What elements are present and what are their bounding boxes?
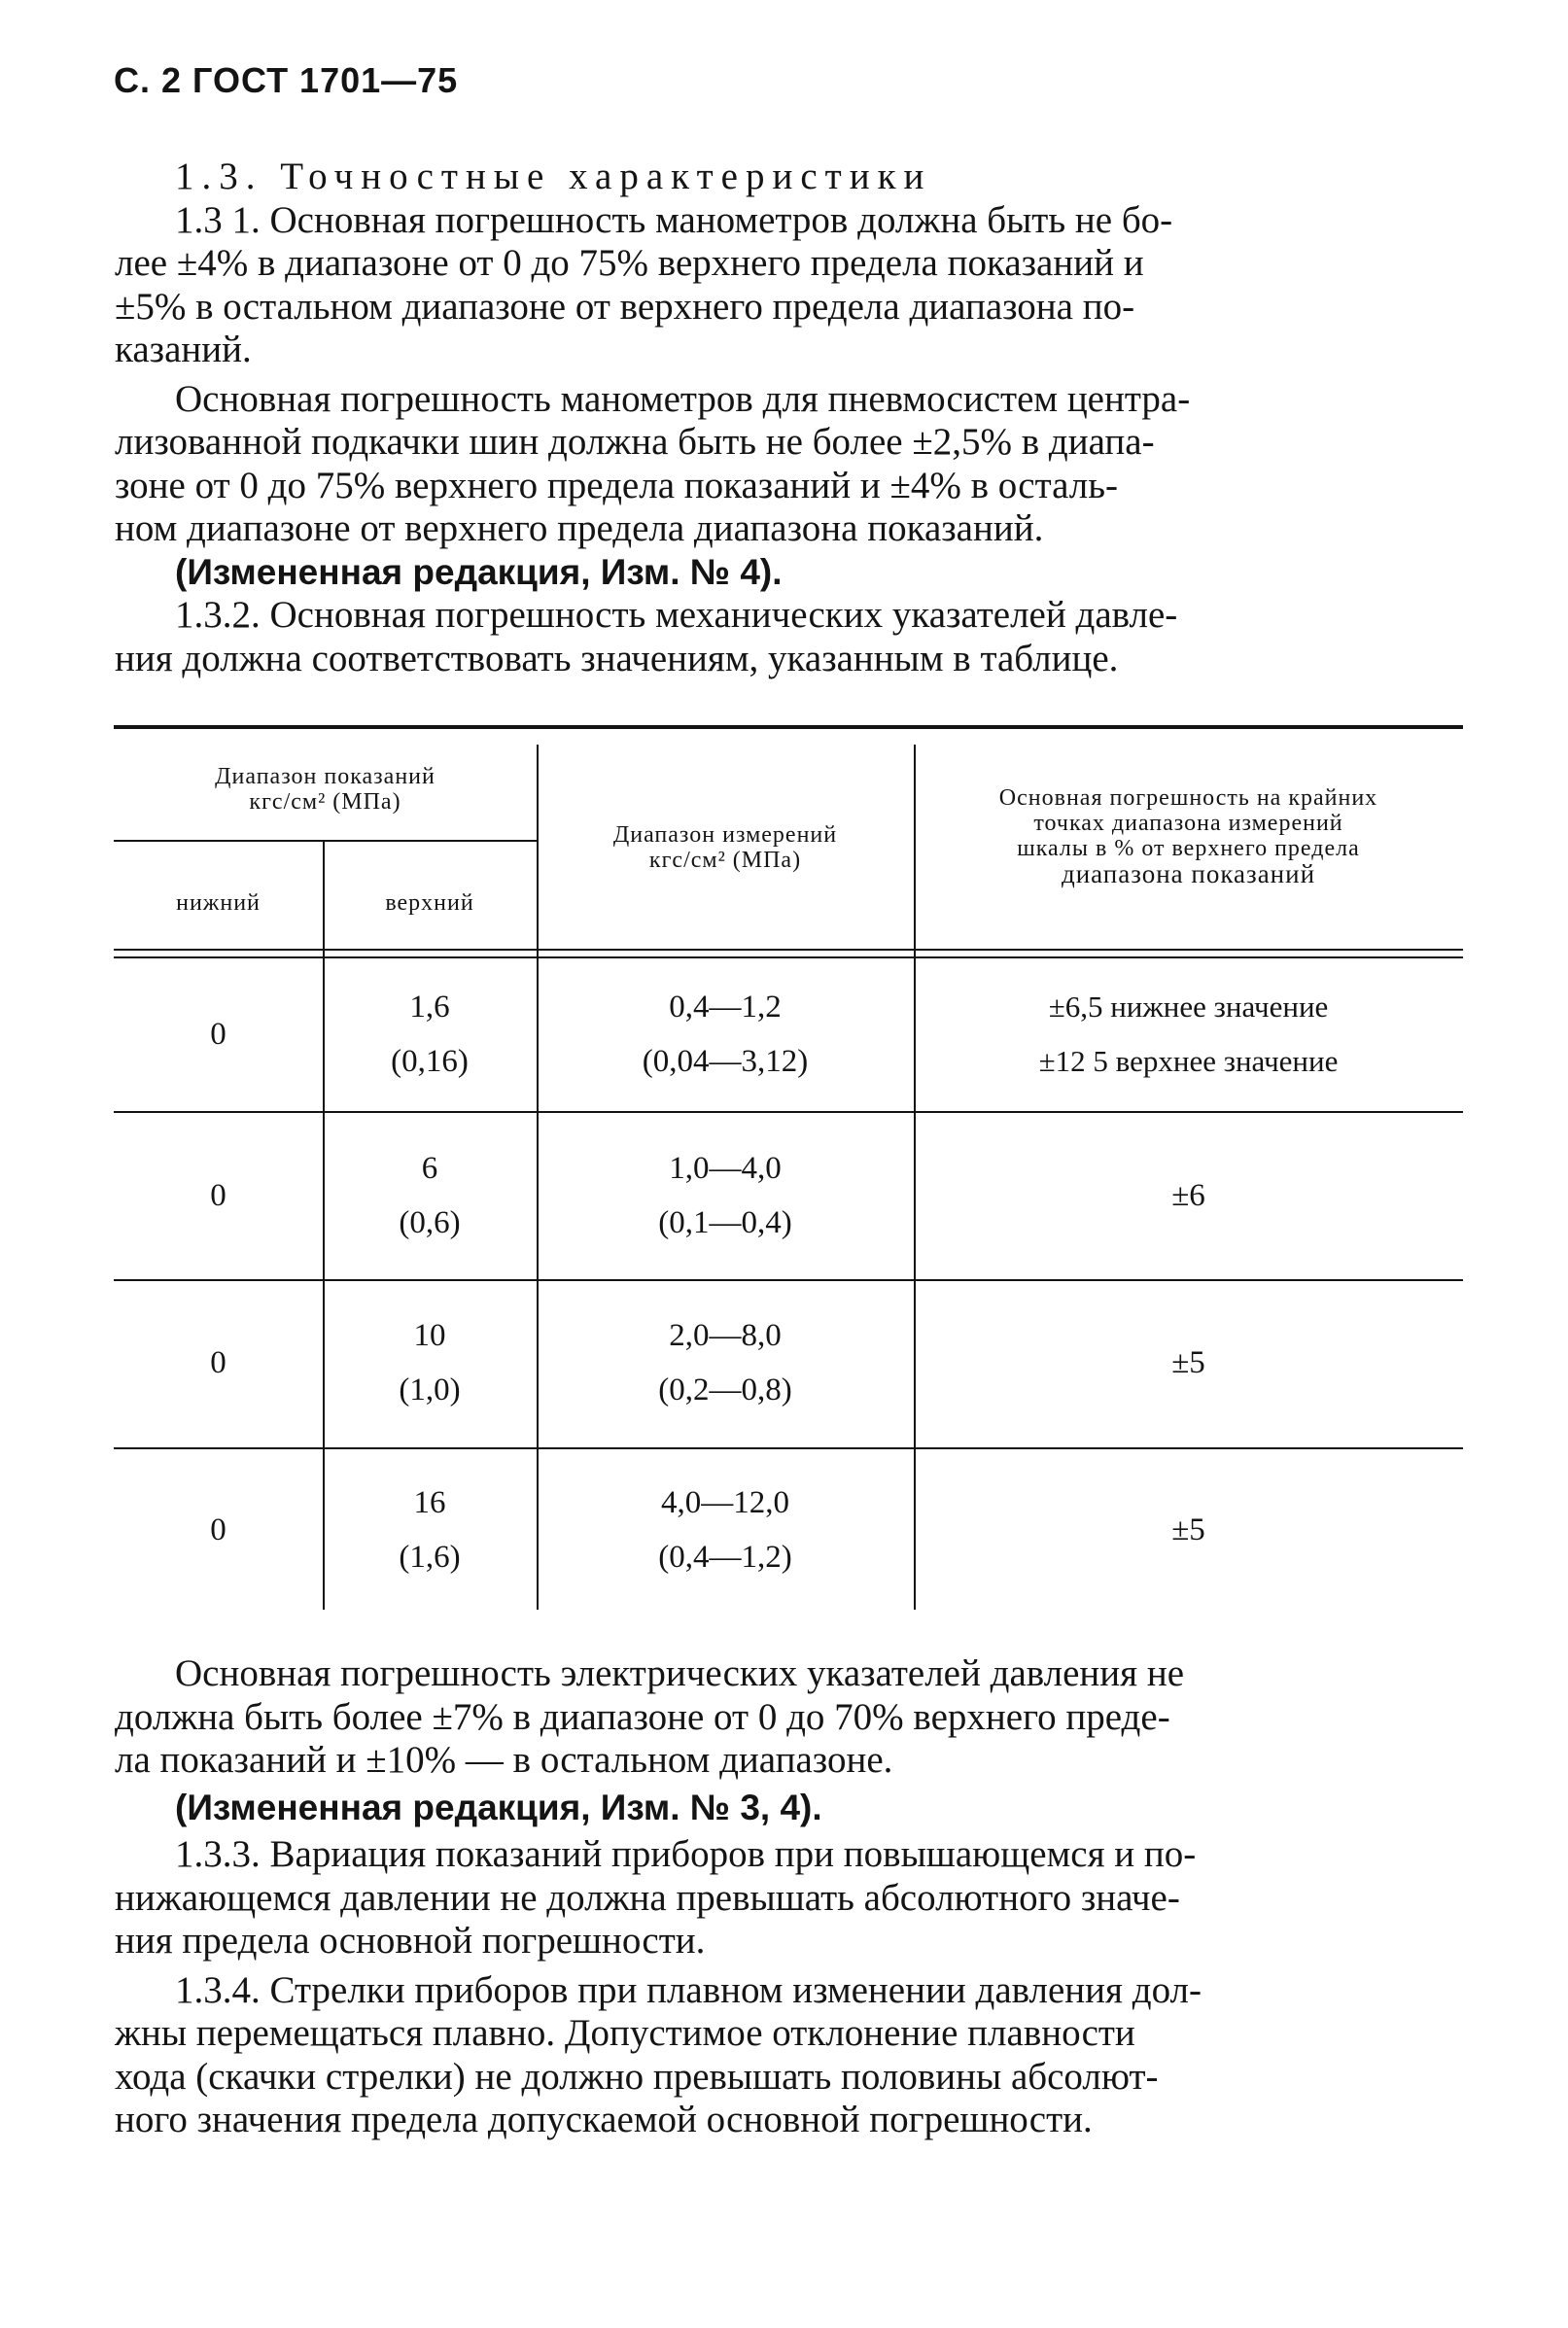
cell-lower: 0 <box>210 1017 226 1052</box>
cell-upper: 1,6 (0,16) <box>391 990 469 1079</box>
text-line: жны перемещаться плавно. Допустимое отклонение плавности <box>115 2012 1135 2054</box>
text-line: нижающемся давлении не должна превышать абсолютного значе- <box>115 1876 1180 1919</box>
text-line: ла показаний и ±10% — в остальном диапазоне. <box>115 1739 893 1781</box>
cell-measurement: 2,0—8,0 (0,2—0,8) <box>658 1318 792 1407</box>
header-upper: верхний <box>385 890 474 916</box>
cell-lower: 0 <box>210 1512 226 1547</box>
amendment-note: (Измененная редакция, Изм. № 3, 4). <box>175 1787 822 1827</box>
text-line: лее ±4% в диапазоне от 0 до 75% верхнего предела показаний и <box>115 242 1144 284</box>
lower-text <box>115 1652 1463 2142</box>
header-basic-error: Основная погрешность на крайних точках диапазона измерений шкалы в % от верхнего предела диапазона показаний <box>998 785 1378 888</box>
text-line: ±5% в остальном диапазоне от верхнего предела диапазона по- <box>115 285 1135 328</box>
text-line: ном диапазоне от верхнего предела диапазона показаний. <box>115 507 1044 549</box>
header-range: Диапазон показаний кгс/см² (МПа) <box>215 764 436 815</box>
text-line: хода (скачки стрелки) не должно превышать половины абсолют- <box>115 2055 1159 2098</box>
paragraph-1-3-3 <box>115 1833 1463 1963</box>
paragraph-pneumo <box>115 377 1463 551</box>
text-line: 1.3.4. Стрелки приборов при плавном изменении давления дол- <box>175 1968 1202 2011</box>
text-line: зоне от 0 до 75% верхнего предела показаний и ±4% в осталь- <box>115 464 1118 506</box>
text-line: 1.3 1. Основная погрешность манометров должна быть не бо- <box>175 198 1173 241</box>
text-line: ния предела основной погрешности. <box>115 1920 706 1962</box>
text-line: лизованной подкачки шин должна быть не более ±2,5% в диапа- <box>115 421 1155 463</box>
amendment-note: (Измененная редакция, Изм. № 4). <box>175 551 783 592</box>
cell-error: ±6 <box>1171 1178 1205 1213</box>
paragraph-electric <box>115 1652 1463 1783</box>
header-measurement-range: Диапазон измерений кгс/см² (МПа) <box>612 822 838 873</box>
text-line: ния должна соответствовать значениям, указанным в таблице. <box>115 637 1119 679</box>
page-header: С. 2 ГОСТ 1701—75 <box>114 60 459 100</box>
cell-error: ±5 <box>1171 1512 1205 1547</box>
cell-error: ±5 <box>1171 1345 1205 1380</box>
paragraph-1-3-4 <box>115 1968 1463 2142</box>
upper-text <box>115 156 1463 680</box>
text-line: казаний. <box>115 329 252 370</box>
paragraph-1-3-2 <box>115 594 1463 680</box>
cell-error: ±6,5 нижнее значение ±12 5 верхнее значение <box>1038 990 1339 1078</box>
cell-lower: 0 <box>210 1345 226 1380</box>
cell-measurement: 1,0—4,0 (0,1—0,4) <box>658 1151 792 1240</box>
accuracy-table <box>114 725 1463 1610</box>
section-title: 1.3. Точностные характеристики <box>175 156 932 197</box>
text-line: 1.3.3. Вариация показаний приборов при повышающемся и по- <box>175 1833 1197 1875</box>
text-line: Основная погрешность электрических указателей давления не <box>175 1652 1185 1694</box>
cell-measurement: 4,0—12,0 (0,4—1,2) <box>658 1485 792 1575</box>
cell-measurement: 0,4—1,2 (0,04—3,12) <box>642 990 809 1079</box>
text-line: Основная погрешность манометров для пневмосистем центра- <box>175 377 1191 420</box>
cell-upper: 16 (1,6) <box>399 1485 461 1575</box>
cell-lower: 0 <box>210 1178 226 1213</box>
cell-upper: 10 (1,0) <box>399 1318 461 1407</box>
header-lower: нижний <box>176 890 261 916</box>
text-line: ного значения предела допускаемой основной погрешности. <box>115 2099 1093 2140</box>
cell-upper: 6 (0,6) <box>399 1151 461 1240</box>
text-line: должна быть более ±7% в диапазоне от 0 до 70% верхнего преде- <box>115 1695 1170 1738</box>
paragraph-1-3-1 <box>115 198 1463 372</box>
text-line: 1.3.2. Основная погрешность механических указателей давле- <box>175 594 1178 636</box>
